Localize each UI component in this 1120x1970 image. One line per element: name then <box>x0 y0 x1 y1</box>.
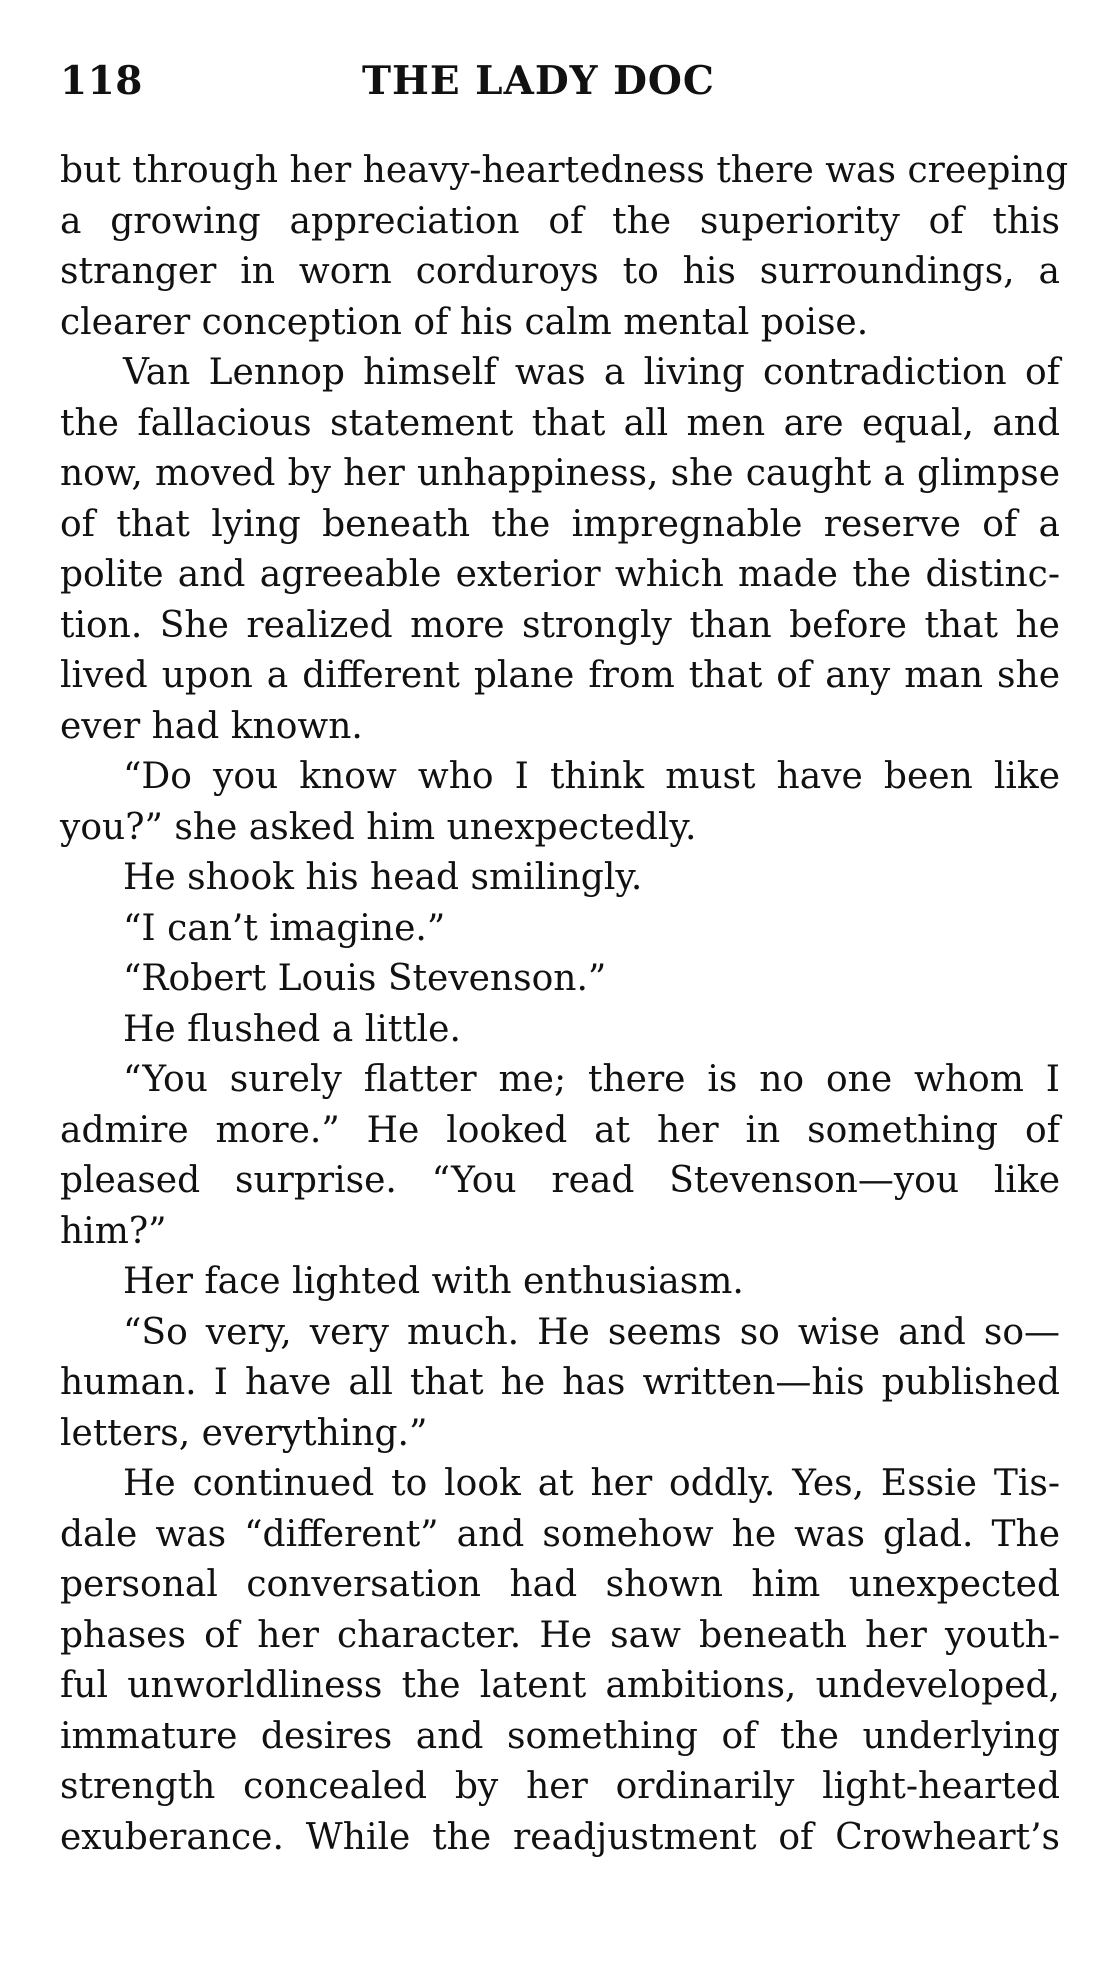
text-line: “Do you know who I think must have been like <box>123 756 1060 797</box>
text-line: phases of her character. He saw beneath her youth- <box>60 1614 1060 1656</box>
text-line: you?” she asked him unexpectedly. <box>60 806 697 848</box>
text-line: immature desires and something of the underlying <box>60 1715 1060 1757</box>
text-line: “Robert Louis Stevenson.” <box>123 958 607 999</box>
text-line: polite and agreeable exterior which made the distinc- <box>60 554 1060 595</box>
text-line: dale was “different” and somehow he was glad. The <box>60 1513 1060 1555</box>
text-line: personal conversation had shown him unexpected <box>60 1564 1060 1605</box>
text-line: He flushed a little. <box>123 1008 461 1050</box>
text-line: ever had known. <box>60 705 363 747</box>
text-line: of that lying beneath the impregnable reserve of a <box>60 503 1060 545</box>
text-line: strength concealed by her ordinarily light-hearted <box>60 1766 1060 1807</box>
text-line: lived upon a different plane from that of any man she <box>60 655 1060 696</box>
text-line: but through her heavy-heartedness there was creeping <box>60 150 1069 191</box>
text-line: tion. She realized more strongly than before that he <box>60 604 1060 646</box>
text-line: now, moved by her unhappiness, she caught a glimpse <box>60 453 1060 494</box>
text-line: Her face lighted with enthusiasm. <box>123 1261 744 1302</box>
text-line: Van Lennop himself was a living contradiction of <box>123 352 1060 393</box>
text-line: admire more.” He looked at her in something of <box>60 1109 1060 1151</box>
text-line: human. I have all that he has written—his published <box>60 1362 1060 1403</box>
text-line: letters, everything.” <box>60 1412 428 1454</box>
text-line: exuberance. While the readjustment of Crowheart’s <box>60 1816 1060 1858</box>
text-line: stranger in worn corduroys to his surroundings, a <box>60 251 1060 292</box>
text-line: pleased surprise. “You read Stevenson—you like <box>60 1160 1060 1201</box>
text-line: “You surely flatter me; there is no one whom I <box>123 1059 1060 1100</box>
text-line: “I can’t imagine.” <box>123 907 446 949</box>
text-line: him?” <box>60 1210 167 1252</box>
running-head <box>60 58 1060 118</box>
book-title: THE LADY DOC <box>362 58 715 104</box>
text-line: “So very, very much. He seems so wise and so— <box>123 1311 1060 1353</box>
text-line: a growing appreciation of the superiority of this <box>60 200 1060 242</box>
text-line: clearer conception of his calm mental poise. <box>60 301 869 343</box>
text-line: the fallacious statement that all men are equal, and <box>60 402 1060 444</box>
text-line: He shook his head smilingly. <box>123 857 643 898</box>
text-line: ful unworldliness the latent ambitions, undeveloped, <box>60 1665 1060 1706</box>
body-text <box>60 146 1069 1863</box>
page-number: 118 <box>60 58 143 104</box>
text-line: He continued to look at her oddly. Yes, Essie Tis- <box>123 1463 1060 1504</box>
